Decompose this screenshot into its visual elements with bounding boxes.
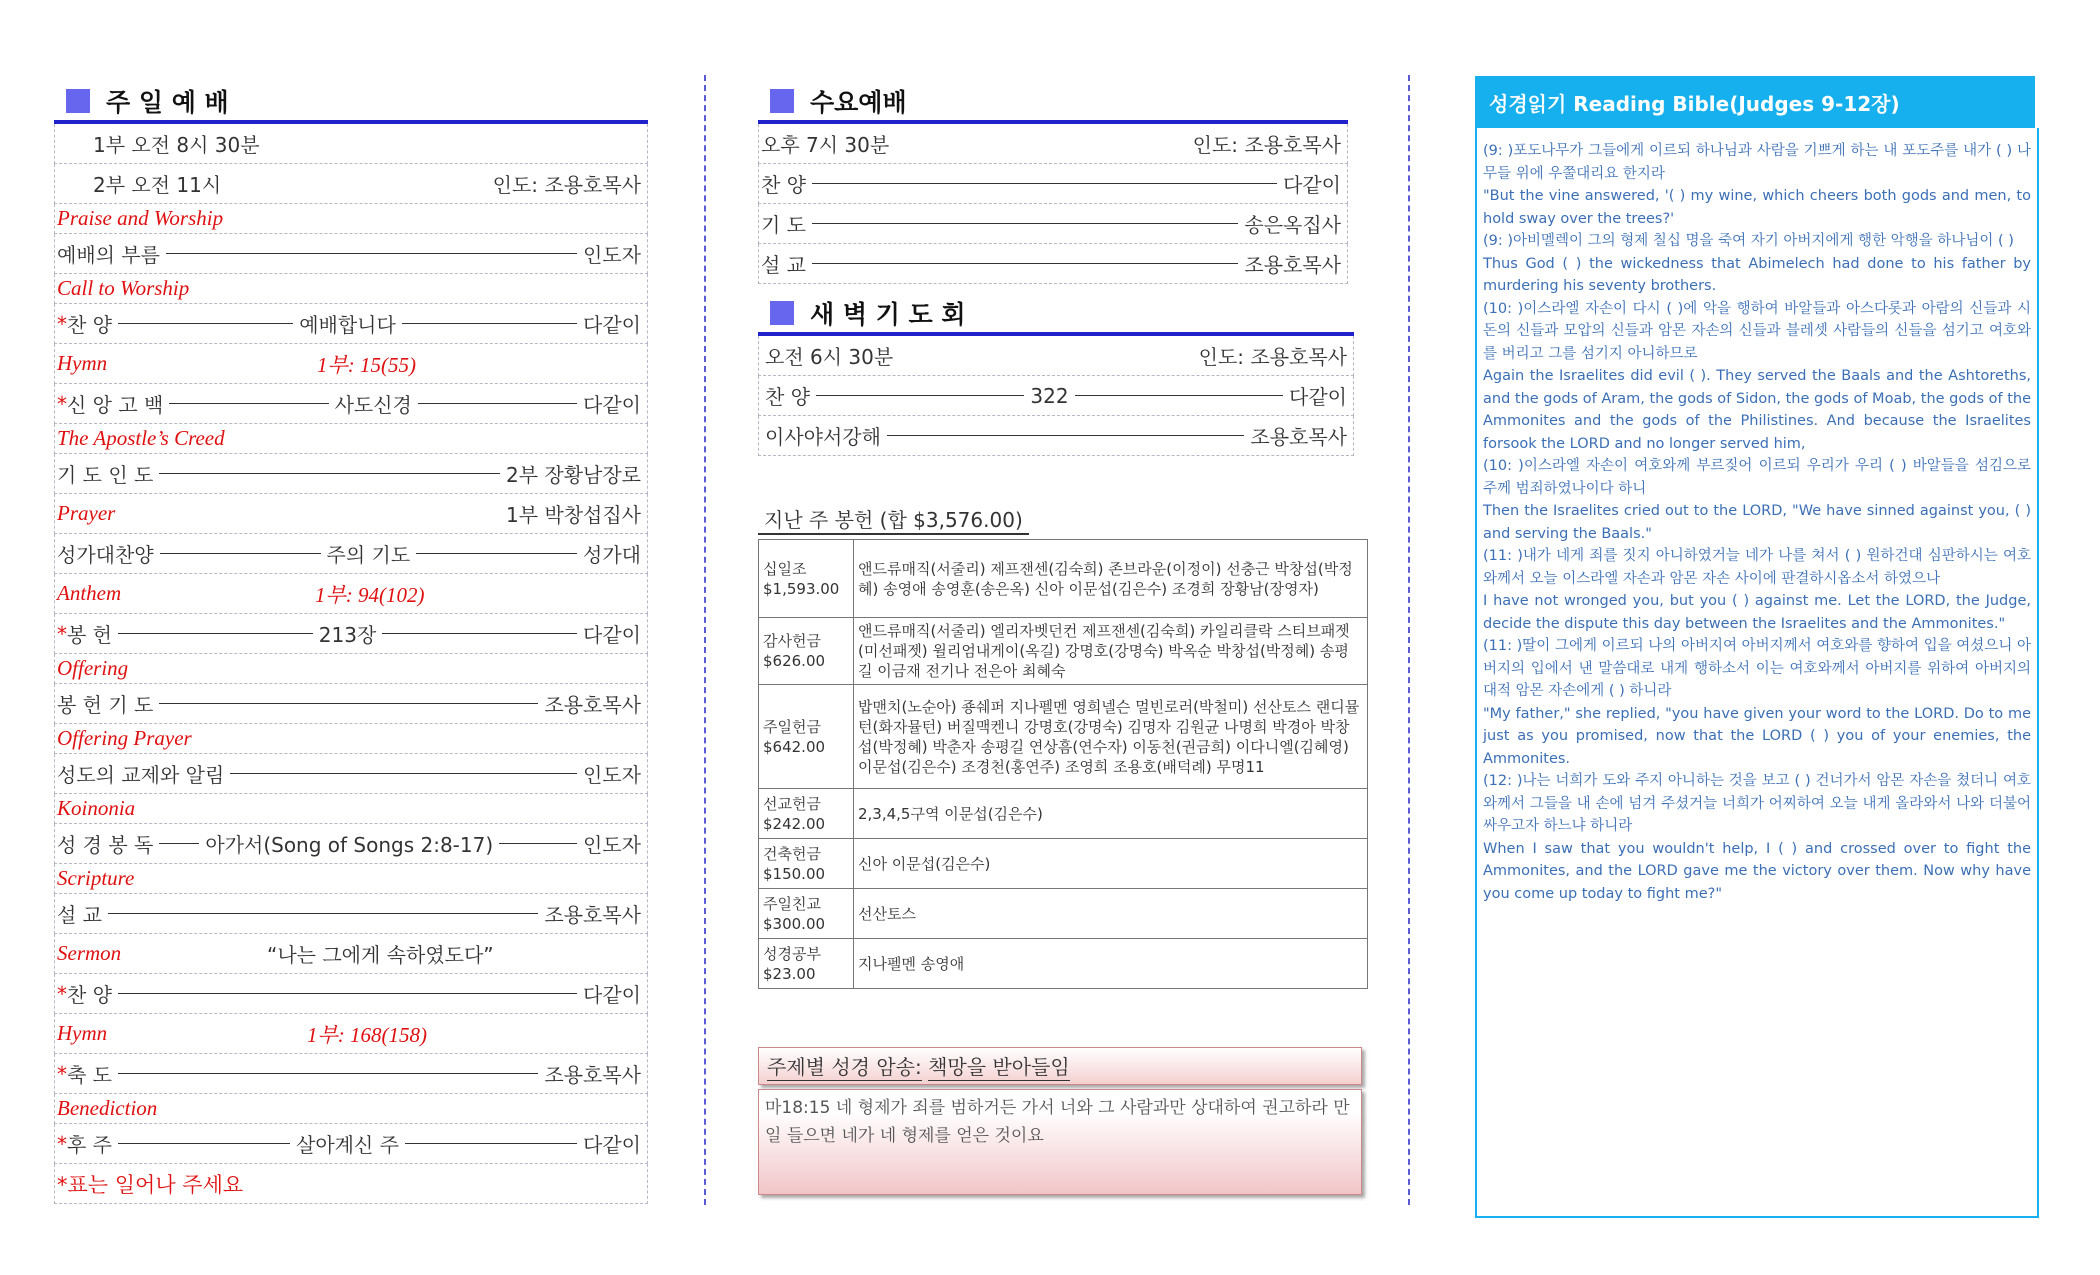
hymn2-en-row xyxy=(54,1014,648,1054)
offering-row xyxy=(759,540,1368,618)
prayer-en-row xyxy=(54,494,648,534)
benediction-who: 조용호목사 xyxy=(544,1063,641,1087)
offering-type: 주일헌금 xyxy=(763,717,821,736)
dawn-time-row xyxy=(758,336,1354,376)
column-divider xyxy=(1408,75,1410,1205)
offerings-table xyxy=(758,539,1368,989)
offering-type: 성경공부 xyxy=(763,944,821,963)
anthem-en: Anthem xyxy=(57,581,122,605)
offering-type-cell xyxy=(759,540,854,618)
offering-amount: $300.00 xyxy=(763,914,826,933)
offering-names: 밥맨치(노순아) 죵쉐퍼 지나펠멘 영희넬슨 멀빈로러(박철미) 선산토스 랜디뮬턴(화자뮬턴) 버질맥켄니 강명호(강명숙) 김명자 김원균 나명희 박경아 박창섭(박정혜) 박춘자 송평길 연상흠(연수자) 이동천(권금희) 이다니엘(김혜영) 이문섭(김은수) 조경천(홍연주) 조영희 조용호(배덕례) 무명11 xyxy=(854,685,1368,789)
service1-row xyxy=(54,124,648,164)
creed-row: * 신 앙 고 백 사도신경 다같이 xyxy=(54,384,648,424)
hymn1-who: 다같이 xyxy=(583,313,642,337)
offering-amount: $642.00 xyxy=(763,737,826,756)
hymn1-en: Hymn xyxy=(57,351,108,375)
hymn2-num: 1부: 168(158) xyxy=(307,1022,428,1047)
offering-type-cell xyxy=(759,685,854,789)
offering-row xyxy=(759,839,1368,889)
call-en: Call to Worship xyxy=(57,276,190,300)
offering-type-cell xyxy=(759,939,854,989)
offering-names: 지나펠멘 송영애 xyxy=(854,939,1368,989)
anthem-ko: 성가대찬양 xyxy=(57,543,154,567)
korean-verse: (12: )나는 너희가 도와 주지 아니하는 것을 보고 ( ) 건너가서 암몬 자손을 쳤더니 여호와께서 그들을 내 손에 넘겨 주셨거늘 너희가 어찌하여 오늘 내게 올라와서 나와 더불어 싸우고자 하느냐 하니라 xyxy=(1483,773,2031,834)
wednesday-row xyxy=(758,244,1348,284)
korean-verse: (10: )이스라엘 자손이 다시 ( )에 악을 행하여 바알들과 아스다롯과 아람의 신들과 시돈의 신들과 모압의 신들과 암몬 자손의 신들과 블레셋 사람들의 신들을 섬기고 여호와를 버리고 그를 섬기지 아니하므로 xyxy=(1483,300,2031,362)
scripture-en: Scripture xyxy=(57,866,135,890)
wednesday-time-row xyxy=(758,124,1348,164)
dawn-header xyxy=(758,294,1354,336)
wednesday-row-who: 다같이 xyxy=(1283,173,1341,197)
sermon-row xyxy=(54,894,648,934)
dawn-hymn-row xyxy=(758,376,1354,416)
english-verse: "My father," she replied, "you have given your word to the LORD. Do to me just as you promised, now that the LORD ( ) you of your enemies, the Ammonites. xyxy=(1483,705,2031,767)
offering-names: 신아 이문섭(김은수) xyxy=(854,839,1368,889)
offerings-title: 지난 주 봉헌 (합 $3,576.00) xyxy=(758,504,1029,535)
dawn-lecture-ko: 이사야서강해 xyxy=(765,425,881,449)
sermon-who: 조용호목사 xyxy=(544,903,641,927)
hymn1-num: 1부: 15(55) xyxy=(317,352,417,377)
praise-row xyxy=(54,204,648,234)
wednesday-title: 수요예배 xyxy=(810,88,907,117)
offering-type: 감사헌금 xyxy=(763,632,821,650)
anthem-mid: 주의 기도 xyxy=(326,543,411,567)
offering-type-cell xyxy=(759,618,854,685)
dawn-hymn-who: 다같이 xyxy=(1289,385,1347,409)
sunday-title: 주 일 예 배 xyxy=(106,88,229,117)
hymn1-row: * 찬 양 예배합니다 다같이 xyxy=(54,304,648,344)
service1-time: 1부 오전 8시 30분 xyxy=(93,133,260,157)
hymn2-ko: 찬 양 xyxy=(67,983,112,1007)
offering-type-cell xyxy=(759,789,854,839)
benediction-row: * 축 도 조용호목사 xyxy=(54,1054,648,1094)
anthem-num: 1부: 94(102) xyxy=(315,582,425,607)
prayer-row xyxy=(54,454,648,494)
offering-names: 앤드류매직(서줄리) 엘리자벳던컨 제프잰센(김숙희) 카일리클락 스티브패젯(미선패젯) 윌리엄내게이(옥길) 강명호(강명숙) 박옥순 박창섭(박정혜) 송평길 이금재 전기나 전은아 최혜숙 xyxy=(854,618,1368,685)
benediction-en: Benediction xyxy=(57,1096,158,1120)
memory-verse-header xyxy=(758,1047,1362,1085)
standing-note-row xyxy=(54,1164,648,1204)
sunday-service-section xyxy=(54,82,648,1204)
dawn-leader: 인도: 조용호목사 xyxy=(1198,345,1347,369)
dawn-time: 오전 6시 30분 xyxy=(765,345,894,369)
weekday-section xyxy=(758,82,1368,1146)
reading-bible-title: 성경읽기 Reading Bible(Judges 9-12장) xyxy=(1489,91,1900,116)
offering-row xyxy=(759,889,1368,939)
english-verse: "But the vine answered, '( ) my wine, which cheers both gods and men, to hold sway over the trees?' xyxy=(1483,188,2031,227)
offering-row xyxy=(759,789,1368,839)
creed-en-row xyxy=(54,424,648,454)
section-square-icon xyxy=(770,301,794,325)
offering-type: 십일조 xyxy=(763,559,807,578)
call-who: 인도자 xyxy=(583,243,641,267)
english-verse: Then the Israelites cried out to the LORD, "We have sinned against you, ( ) and serving the Baals." xyxy=(1483,503,2031,542)
memory-verse-label: 주제별 성경 암송: xyxy=(767,1051,922,1081)
offering-prayer-en: Offering Prayer xyxy=(57,726,192,750)
wednesday-header xyxy=(758,82,1348,124)
sermon-ko: 설 교 xyxy=(57,903,102,927)
koinonia-en-row xyxy=(54,794,648,824)
wednesday-leader: 인도: 조용호목사 xyxy=(1192,133,1341,157)
offering-type-cell xyxy=(759,839,854,889)
hymn1-ko: 찬 양 xyxy=(67,313,112,337)
scripture-who: 인도자 xyxy=(583,833,641,857)
reading-bible-body xyxy=(1475,128,2039,1218)
prayer-en: Prayer xyxy=(57,501,116,525)
service2-row xyxy=(54,164,648,204)
memory-verse-topic: 책망을 받아들임 xyxy=(928,1051,1070,1081)
section-square-icon xyxy=(770,89,794,113)
call-ko: 예배의 부름 xyxy=(57,243,160,267)
sunday-header xyxy=(54,82,648,124)
wednesday-row-who: 송은옥집사 xyxy=(1244,213,1341,237)
wednesday-row-label: 찬 양 xyxy=(761,173,806,197)
benediction-ko: 축 도 xyxy=(67,1063,112,1087)
postlude-ko: 후 주 xyxy=(67,1133,112,1157)
wednesday-row xyxy=(758,204,1348,244)
sermon-en: Sermon xyxy=(57,941,122,965)
standing-note: *표는 일어나 주세요 xyxy=(57,1172,244,1197)
call-row xyxy=(54,234,648,274)
reading-bible-section xyxy=(1475,76,2039,1218)
english-verse: Thus God ( ) the wickedness that Abimelech had done to his father by murdering his seventy brothers. xyxy=(1483,255,2031,294)
offering-row xyxy=(759,685,1368,789)
reading-bible-header xyxy=(1475,76,2035,128)
benediction-en-row xyxy=(54,1094,648,1124)
memory-verse-box xyxy=(758,1047,1362,1195)
section-square-icon xyxy=(66,89,90,113)
offering-amount: $1,593.00 xyxy=(763,579,840,598)
korean-verse: (11: )딸이 그에게 이르되 나의 아버지여 아버지께서 여호와를 향하여 입을 여셨으니 아버지의 입에서 낸 말씀대로 내게 행하소서 이는 여호와께서 아버지를 위하여 아버지의 대적 암몬 자손에게 ( ) 하니라 xyxy=(1483,638,2031,699)
offering-prayer-en-row xyxy=(54,724,648,754)
offering-type: 선교헌금 xyxy=(763,794,821,813)
service2-time: 2부 오전 11시 xyxy=(93,173,222,197)
hymn1-en-row xyxy=(54,344,648,384)
praise-en: Praise and Worship xyxy=(57,206,224,230)
scripture-row xyxy=(54,824,648,864)
scripture-mid: 아가서(Song of Songs 2:8-17) xyxy=(205,833,494,857)
hymn1-mid: 예배합니다 xyxy=(299,313,396,337)
prayer-ko: 기 도 인 도 xyxy=(57,463,154,487)
prayer-who1: 1부 박창섭집사 xyxy=(505,503,641,527)
offering-row xyxy=(759,618,1368,685)
offering-type: 주일친교 xyxy=(763,894,821,913)
sunday-leader: 인도: 조용호목사 xyxy=(492,173,641,197)
wednesday-row-label: 설 교 xyxy=(761,253,806,277)
offering-names: 앤드류매직(서줄리) 제프잰센(김숙희) 존브라운(이정이) 선충근 박창섭(박정혜) 송영애 송영훈(송은옥) 신아 이문섭(김은수) 조경희 장황남(장영자) xyxy=(854,540,1368,618)
wednesday-row-label: 기 도 xyxy=(761,213,806,237)
offering-en: Offering xyxy=(57,656,129,680)
korean-verse: (10: )이스라엘 자손이 여호와께 부르짖어 이르되 우리가 우리 ( ) 바알들을 섬김으로 주께 범죄하였나이다 하니 xyxy=(1483,458,2031,497)
postlude-mid: 살아계신 주 xyxy=(296,1133,399,1157)
english-verse: I have not wronged you, but you ( ) against me. Let the LORD, the Judge, decide the dispute this day between the Israelites and the Ammonites." xyxy=(1483,593,2031,632)
dawn-lecture-row xyxy=(758,416,1354,456)
scripture-en-row xyxy=(54,864,648,894)
offering-names: 선산토스 xyxy=(854,889,1368,939)
creed-ko: 신 앙 고 백 xyxy=(67,393,164,417)
dawn-title: 새 벽 기 도 회 xyxy=(810,300,966,329)
dawn-hymn-ko: 찬 양 xyxy=(765,385,810,409)
offering-type: 건축헌금 xyxy=(763,844,821,863)
offering-row: * 봉 헌 213장 다같이 xyxy=(54,614,648,654)
sermon-title: “나는 그에게 속하였도다” xyxy=(267,943,494,967)
koinonia-en: Koinonia xyxy=(57,796,136,820)
offering-amount: $150.00 xyxy=(763,864,826,883)
creed-who: 다같이 xyxy=(583,393,642,417)
call-en-row xyxy=(54,274,648,304)
offering-who: 다같이 xyxy=(583,623,641,647)
offering-row xyxy=(759,939,1368,989)
memory-verse-text: 마18:15 네 형제가 죄를 범하거든 가서 너와 그 사람과만 상대하여 권고하라 만일 들으면 네가 네 형제를 얻은 것이요 xyxy=(758,1089,1362,1195)
scripture-ko: 성 경 봉 독 xyxy=(57,833,154,857)
offering-prayer-ko: 봉 헌 기 도 xyxy=(57,693,154,717)
korean-verse: (9: )포도나무가 그들에게 이르되 하나님과 사람을 기쁘게 하는 내 포도주를 내가 ( ) 나무들 위에 우쭐대리요 한지라 xyxy=(1483,143,2031,182)
dawn-hymn-num: 322 xyxy=(1030,383,1069,408)
wednesday-time: 오후 7시 30분 xyxy=(761,133,890,157)
offering-names: 2,3,4,5구역 이문섭(김은수) xyxy=(854,789,1368,839)
anthem-en-row xyxy=(54,574,648,614)
koinonia-row xyxy=(54,754,648,794)
sermon-en-row xyxy=(54,934,648,974)
anthem-row xyxy=(54,534,648,574)
offering-mid: 213장 xyxy=(318,623,377,647)
offering-prayer-row xyxy=(54,684,648,724)
offering-amount: $626.00 xyxy=(763,652,826,670)
offering-en-row xyxy=(54,654,648,684)
koinonia-ko: 성도의 교제와 알림 xyxy=(57,763,225,787)
offering-type-cell xyxy=(759,889,854,939)
creed-mid: 사도신경 xyxy=(334,393,412,417)
hymn2-row: * 찬 양 다같이 xyxy=(54,974,648,1014)
column-divider xyxy=(704,75,706,1205)
offering-prayer-who: 조용호목사 xyxy=(544,693,641,717)
postlude-who: 다같이 xyxy=(583,1133,641,1157)
creed-en: The Apostle’s Creed xyxy=(57,426,225,450)
hymn2-who: 다같이 xyxy=(583,983,641,1007)
dawn-lecture-who: 조용호목사 xyxy=(1250,425,1347,449)
offering-ko: 봉 헌 xyxy=(67,623,112,647)
english-verse: Again the Israelites did evil ( ). They served the Baals and the Ashtoreths, and the gods of Aram, the gods of Sidon, the gods of Moab, the gods of the Ammonites and the gods of the Philistines. And because the Israelites forsook the LORD and no longer served him, xyxy=(1483,368,2031,452)
wednesday-row xyxy=(758,164,1348,204)
postlude-row: * 후 주 살아계신 주 다같이 xyxy=(54,1124,648,1164)
korean-verse: (11: )내가 네게 죄를 짓지 아니하였거늘 네가 나를 쳐서 ( ) 원하건대 심판하시는 여호와께서 오늘 이스라엘 자손과 암몬 자손 사이에 판결하시옵소서 하였으나 xyxy=(1483,548,2031,587)
offering-amount: $242.00 xyxy=(763,814,826,833)
prayer-who2: 2부 장황남장로 xyxy=(505,463,641,487)
hymn2-en: Hymn xyxy=(57,1021,108,1045)
anthem-who: 성가대 xyxy=(583,543,641,567)
wednesday-row-who: 조용호목사 xyxy=(1244,253,1341,277)
english-verse: When I saw that you wouldn't help, I ( ) and crossed over to fight the Ammonites, and the LORD gave me the victory over them. Now why have you come up today to fight me?" xyxy=(1483,840,2031,902)
offering-amount: $23.00 xyxy=(763,964,816,983)
korean-verse: (9: )아비멜렉이 그의 형제 칠십 명을 죽여 자기 아버지에게 행한 악행을 하나님이 ( ) xyxy=(1483,233,2014,249)
koinonia-who: 인도자 xyxy=(583,763,641,787)
